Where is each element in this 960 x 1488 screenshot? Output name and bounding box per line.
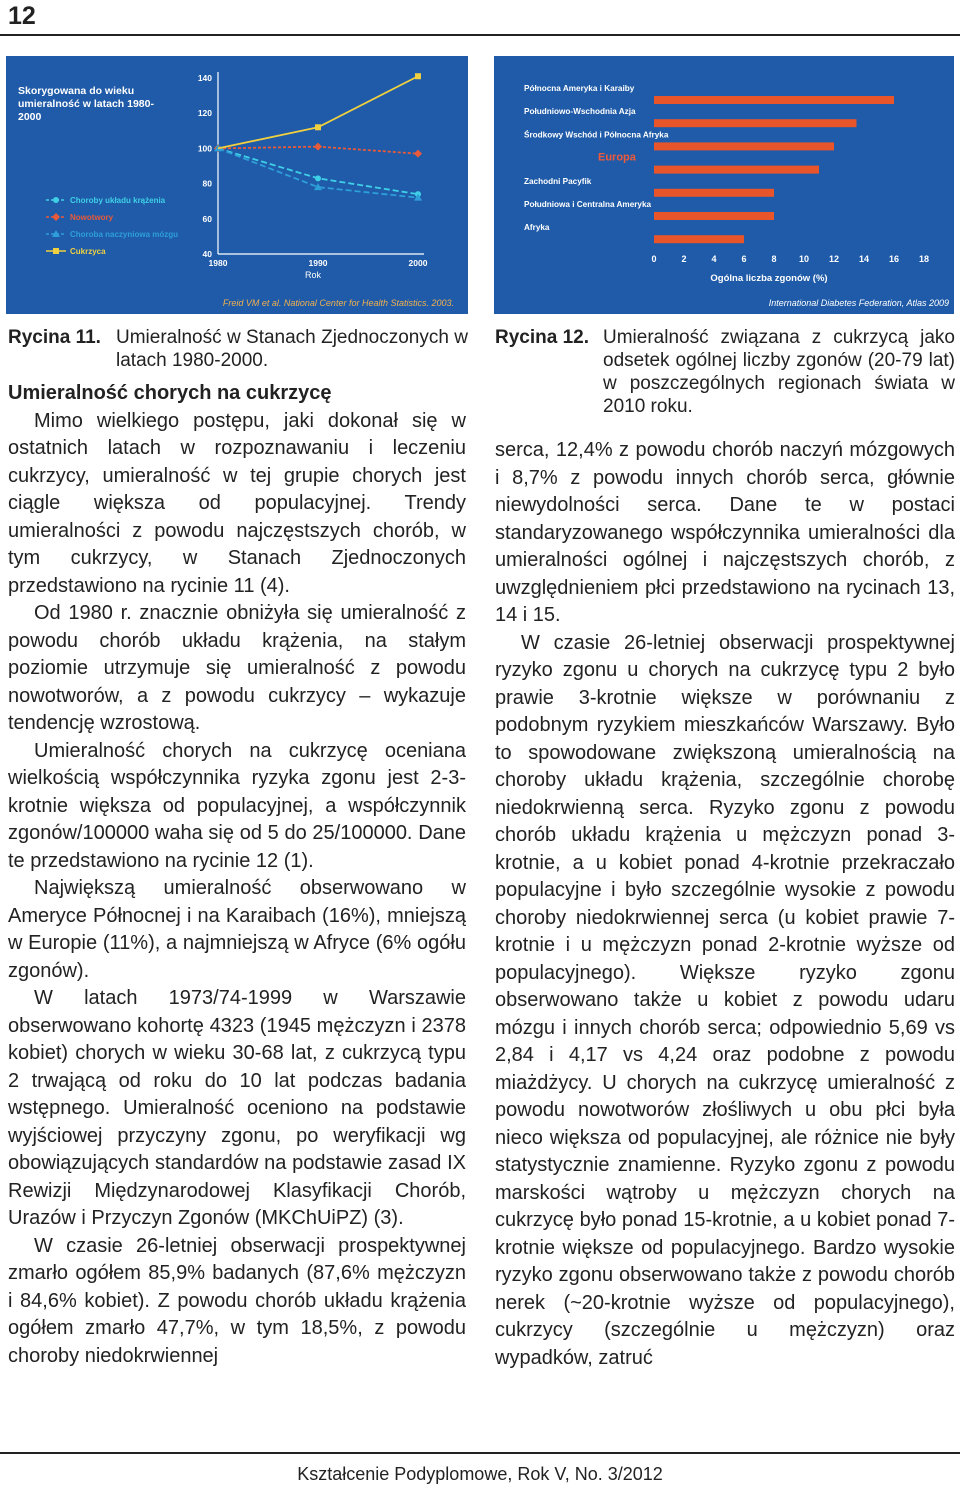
data-point bbox=[315, 175, 321, 181]
caption-text: Umieralność w Stanach Zjednoczonych w latach 1980-2000. bbox=[116, 327, 468, 371]
bar bbox=[654, 235, 744, 243]
source-note: Freid VM et al. National Center for Health Statistics. 2003. bbox=[222, 298, 454, 308]
category-label: Północna Ameryka i Karaiby bbox=[524, 84, 635, 93]
chart-title-line1: Skorygowana do wieku bbox=[18, 85, 135, 97]
x-tick-label: 14 bbox=[858, 254, 870, 264]
category-label: Środkowy Wschód i Północna Afryka bbox=[524, 130, 669, 140]
paragraph: Od 1980 r. znacznie obniżyła się umieralność z powodu chorób układu krążenia, na stałym poziomie utrzymuje się umieralność z powodu nowotworów, a z powodu cukrzycy – wykazuje tendencję wzrostową. bbox=[8, 602, 466, 734]
bar bbox=[654, 96, 894, 104]
x-tick-label: 4 bbox=[711, 254, 717, 264]
page-header bbox=[0, 0, 960, 36]
category-label: Południowo-Wschodnia Azja bbox=[524, 107, 636, 117]
y-tick-label: 120 bbox=[197, 108, 212, 119]
caption-text: Umieralność związana z cukrzycą jako odsetek ogólnej liczby zgonów (20-79 lat) w poszczególnych regionach świata w 2010 roku. bbox=[603, 327, 955, 417]
paragraph: Mimo wielkiego postępu, jaki dokonał się w ostatnich latach w rozpoznawaniu i leczeniu cukrzycy, umieralność w tej grupie chorych jest ciągle większa od populacyjnej. Trendy umieralności z powodu najczęstszych chorób, w tym cukrzycy, w Stanach Zjednoczonych przedstawiono na rycinie 11 (4). bbox=[8, 409, 466, 597]
data-point bbox=[314, 143, 322, 151]
paragraph: Największą umieralność obserwowano w Ameryce Północnej i na Karaibach (16%), mniejszą w Europie (11%), a najmniejszą w Afryce (6% ogółu zgonów). bbox=[8, 877, 466, 982]
figure-12-chart bbox=[494, 56, 954, 314]
x-tick-label: 2000 bbox=[408, 258, 428, 268]
paragraph: W czasie 26-letniej obserwacji prospektywnej ryzyko zgonu u chorych na cukrzycę typu 2 było prawie 3-krotnie większe w porównaniu z podobnym ryzykiem mieszkańców Warszawy. Było to spowodowane zwiększoną umieralnością na choroby układu krążenia, szczególnie chorobę niedokrwienną serca. Ryzyko zgonu z powodu chorób układu krążenia u mężczyzn ponad 3-krotnie, a u kobiet ponad 4-krotnie przekraczało populacyjne i było szczególnie wysokie z powodu choroby niedokrwiennej serca (u kobiet prawie 7-krotnie i u mężczyzn ponad 2-krotnie wyższe od populacyjnego). Większe ryzyko zgonu obserwowano także u kobiet z powodu udaru mózgu i innych chorób serca; odpowiednio 5,69 vs 2,84 i 4,17 vs 4,24 oraz podobne z powodu miażdżycy. U chorych na cukrzycę umieralność z powodu nowotworów złośliwych u obu płci była nieco większa od populacyjnej, ale różnice nie były statystycznie znamienne. Ryzyko zgonu z powodu marskości wątroby u mężczyzn chorych na cukrzycę było ponad 15-krotnie, a u kobiet ponad 7-krotnie większe od populacyjnego. Bardzo wysokie ryzyko zgonu obserwowano także z powodu chorób nerek (~20-krotnie wyższe od populacyjnego), cukrzycy (szczególnie u mężczyzn) oraz wypadków, zatruć bbox=[495, 631, 955, 1369]
figure-11 bbox=[6, 56, 468, 314]
category-label: Afryka bbox=[524, 223, 550, 233]
paragraph: W czasie 26-letniej obserwacji prospektywnej zmarło ogółem 85,9% badanych (87,6% mężczyzn i 84,6% kobiet). Z powodu chorób układu krążenia ogółem zmarło 47,7%, w tym 18,5%, z powodu choroby niedokrwiennej bbox=[8, 1234, 466, 1367]
category-label: Europa bbox=[598, 151, 636, 164]
data-point bbox=[414, 150, 422, 158]
bar bbox=[654, 189, 774, 197]
data-point bbox=[315, 124, 321, 130]
x-tick-label: 8 bbox=[771, 254, 777, 264]
x-axis-label: Rok bbox=[304, 270, 322, 280]
legend-label: Choroba naczyniowa mózgu bbox=[70, 230, 179, 239]
bar bbox=[654, 142, 834, 150]
x-tick-label: 16 bbox=[888, 254, 900, 264]
x-tick-label: 0 bbox=[651, 254, 657, 264]
category-label: Zachodni Pacyfik bbox=[524, 176, 592, 186]
paragraph: W latach 1973/74-1999 w Warszawie obserwowano kohortę 4323 (1945 mężczyzn i 2378 kobiet) chorych w wieku 30-68 lat, z cukrzycą typu 2 trwającą od roku do 10 lat podczas badania wstępnego. Umieralność oceniono na podstawie wyjściowej przyczyny zgonu, po weryfikacji wg obowiązujących standardów na podstawie zasad IX Rewizji Międzynarodowej Klasyfikacji Chorób, Urazów i Przyczyn Zgonów (MKChUiPZ) (3). bbox=[8, 987, 466, 1229]
y-tick-label: 80 bbox=[202, 178, 212, 189]
y-tick-label: 100 bbox=[197, 143, 212, 154]
legend-label: Cukrzyca bbox=[70, 247, 106, 256]
legend-label: Nowotwory bbox=[70, 213, 114, 222]
x-tick-label: 2 bbox=[681, 254, 687, 264]
y-tick-label: 60 bbox=[202, 213, 212, 224]
journal-footer: Kształcenie Podyplomowe, Rok V, No. 3/2012 bbox=[297, 1464, 663, 1484]
right-column bbox=[495, 437, 955, 1372]
series-line bbox=[218, 76, 418, 148]
bar bbox=[654, 166, 819, 174]
x-tick-label: 12 bbox=[828, 254, 840, 264]
x-axis-label: Ogólna liczba zgonów (%) bbox=[710, 273, 828, 284]
x-tick-label: 1990 bbox=[308, 258, 328, 268]
data-point bbox=[415, 73, 421, 79]
chart-title-line2: umieralność w latach 1980- bbox=[18, 98, 154, 110]
x-tick-label: 18 bbox=[918, 254, 930, 264]
y-tick-label: 40 bbox=[202, 249, 212, 259]
bar bbox=[654, 119, 857, 127]
paragraph: serca, 12,4% z powodu chorób naczyń mózgowych i 8,7% z powodu innych chorób serca, głównie niewydolności serca. Dane te w postaci standaryzowanego współczynnika umieralności dla umieralności ogólnej i najczęstszych chorób, z uwzględnieniem płci przedstawiono na rycinach 13, 14 i 15. bbox=[495, 439, 955, 626]
caption-figure-12 bbox=[495, 326, 955, 420]
caption-label: Rycina 11. bbox=[8, 327, 101, 348]
category-label: Południowa i Centralna Ameryka bbox=[524, 200, 652, 209]
bar bbox=[654, 212, 774, 220]
section-heading: Umieralność chorych na cukrzycę bbox=[8, 382, 332, 404]
figure-12 bbox=[494, 56, 954, 314]
data-point bbox=[53, 248, 59, 254]
data-point bbox=[52, 213, 60, 221]
figure-11-chart bbox=[6, 56, 468, 314]
caption-label: Rycina 12. bbox=[495, 327, 589, 348]
paragraph: Umieralność chorych na cukrzycę oceniana wielkością współczynnika ryzyka zgonu jest 2-3-krotnie większa od populacyjnej, a współczynnik zgonów/100000 waha się od 5 do 25/100000. Dane te przedstawiono na rycinie 12 (1). bbox=[8, 739, 466, 872]
legend-label: Choroby układu krążenia bbox=[70, 196, 166, 205]
x-tick-label: 1980 bbox=[208, 258, 228, 268]
source-note: International Diabetes Federation, Atlas 2009 bbox=[768, 298, 949, 308]
chart-title-line3: 2000 bbox=[18, 111, 42, 123]
data-point bbox=[53, 197, 59, 203]
x-tick-label: 6 bbox=[741, 254, 747, 264]
x-tick-label: 10 bbox=[798, 254, 810, 264]
page-number: 12 bbox=[8, 2, 36, 30]
left-column bbox=[8, 380, 466, 1370]
y-tick-label: 140 bbox=[197, 73, 212, 83]
caption-figure-11 bbox=[8, 326, 468, 372]
page-footer bbox=[0, 1452, 960, 1488]
